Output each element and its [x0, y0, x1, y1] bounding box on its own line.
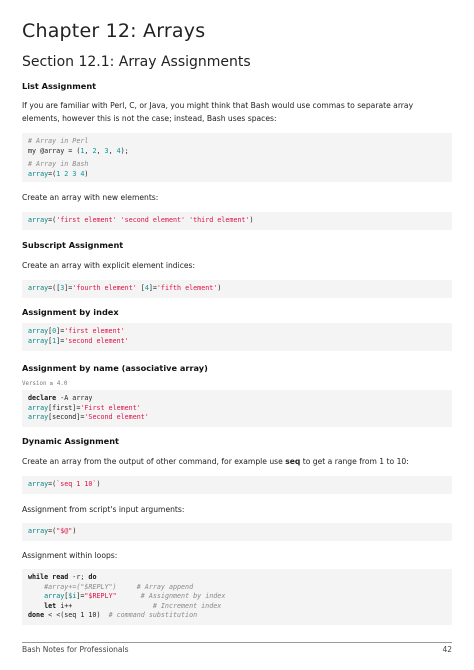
- footer-page-number: 42: [442, 645, 452, 654]
- code-block-seq: [22, 476, 452, 494]
- code-line: array=("$@"): [28, 527, 77, 535]
- assignment-by-name-heading: Assignment by name (associative array): [22, 363, 208, 373]
- code-block-new-elements: [22, 212, 452, 230]
- dynamic-assignment-text: Create an array from the output of other command, for example use seq to get a range from 1 to 10:: [22, 457, 409, 466]
- code-line: while read -r; do: [28, 573, 97, 581]
- subscript-assignment-heading: Subscript Assignment: [22, 240, 124, 250]
- code-comment: # Array in Perl: [28, 137, 89, 145]
- code-line: array=('first element' 'second element' 'third element'): [28, 216, 254, 224]
- assignment-by-index-heading: Assignment by index: [22, 307, 119, 317]
- code-line: array[$i]="$REPLY" # Assignment by index: [44, 592, 226, 600]
- code-line: #array+=("$REPLY") # Array append: [44, 582, 194, 591]
- code-block-loops: [22, 569, 452, 625]
- section-title: Section 12.1: Array Assignments: [22, 54, 251, 70]
- code-line: my @array = (1, 2, 3, 4);: [28, 146, 129, 155]
- list-assignment-heading: List Assignment: [22, 81, 97, 91]
- code-line: array=([3]='fourth element' [4]='fifth element'): [28, 284, 222, 292]
- loops-text: Assignment within loops:: [22, 551, 118, 560]
- code-line: array[first]='First element': [28, 403, 141, 412]
- chapter-title: Chapter 12: Arrays: [22, 20, 206, 42]
- footer-book-title: Bash Notes for Professionals: [22, 645, 129, 654]
- code-line: array=(1 2 3 4): [28, 169, 89, 178]
- code-block-subscript: [22, 280, 452, 298]
- code-line: array[0]='first element': [28, 327, 125, 335]
- code-comment: # Array in Bash: [28, 160, 89, 168]
- code-line: array=(`seq 1 10`): [28, 480, 101, 488]
- list-assignment-intro: If you are familiar with Perl, C, or Java, you might think that Bash would use commas to separate array elements, however this is not the case; instead, Bash uses spaces:: [22, 101, 414, 123]
- code-line: array[1]='second element': [28, 336, 129, 345]
- script-args-text: Assignment from script's input arguments:: [22, 505, 185, 514]
- new-elements-text: Create an array with new elements:: [22, 193, 159, 202]
- code-block-args: [22, 523, 452, 541]
- version-note: Version ≥ 4.0: [22, 381, 68, 387]
- code-line: let i++ # Increment index: [44, 601, 222, 610]
- code-block-perl-bash: [22, 133, 452, 182]
- code-block-by-index: [22, 323, 452, 351]
- code-line: array[second]='Second element': [28, 413, 149, 421]
- code-block-by-name: [22, 390, 452, 427]
- code-line: declare -A array: [28, 394, 93, 402]
- subscript-assignment-text: Create an array with explicit element indices:: [22, 261, 196, 270]
- footer-divider: [22, 642, 452, 643]
- code-line: done < <(seq 1 10) # command substitution: [28, 611, 198, 619]
- dynamic-assignment-heading: Dynamic Assignment: [22, 436, 119, 446]
